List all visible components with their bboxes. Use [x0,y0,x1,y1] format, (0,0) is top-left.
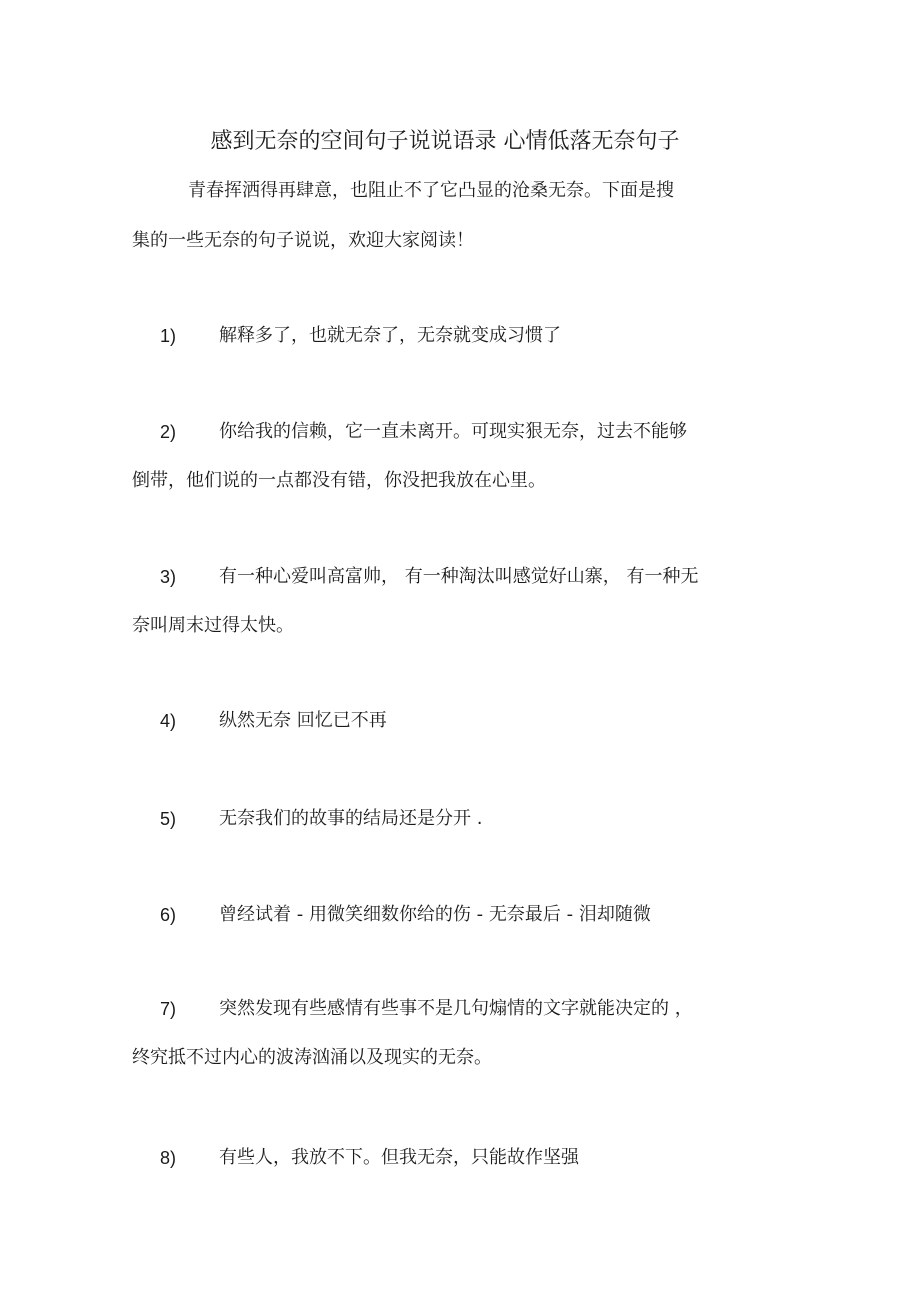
item-6-number: 6) [160,905,177,925]
item-4-text: 纵然无奈 回忆已不再 [219,710,387,731]
document-title: 感到无奈的空间句子说说语录 心情低落无奈句子 [210,129,680,154]
item-5-number: 5) [160,809,177,829]
item-3-text-line-2: 奈叫周末过得太快。 [132,615,294,636]
item-1-text: 解释多了，也就无奈了，无奈就变成习惯了 [219,325,561,346]
item-3-number: 3) [160,567,177,587]
intro-line-2: 集的一些无奈的句子说说，欢迎大家阅读！ [132,230,474,251]
intro-line-1: 青春挥洒得再肆意，也阻止不了它凸显的沧桑无奈。下面是搜 [188,180,674,201]
item-4-number: 4) [160,711,177,731]
item-5-text: 无奈我们的故事的结局还是分开 . [219,808,483,829]
item-2-text-line-2: 倒带，他们说的一点都没有错，你没把我放在心里。 [132,470,546,491]
item-1-number: 1) [160,326,177,346]
item-2-number: 2) [160,422,177,442]
item-3-text-line-1: 有一种心爱叫高富帅， 有一种淘汰叫感觉好山寨， 有一种无 [219,566,699,587]
item-2-text-line-1: 你给我的信赖，它一直未离开。可现实狠无奈，过去不能够 [219,421,687,442]
item-8-text: 有些人，我放不下。但我无奈，只能故作坚强 [219,1147,579,1168]
item-8-number: 8) [160,1148,177,1168]
item-6-text: 曾经试着 - 用微笑细数你给的伤 - 无奈最后 - 泪却随微 [219,904,651,925]
item-7-text-line-2: 终究抵不过内心的波涛汹涌以及现实的无奈。 [132,1047,492,1068]
item-7-text-line-1: 突然发现有些感情有些事不是几句煽情的文字就能决定的 ， [219,998,693,1019]
item-7-number: 7) [160,999,177,1019]
